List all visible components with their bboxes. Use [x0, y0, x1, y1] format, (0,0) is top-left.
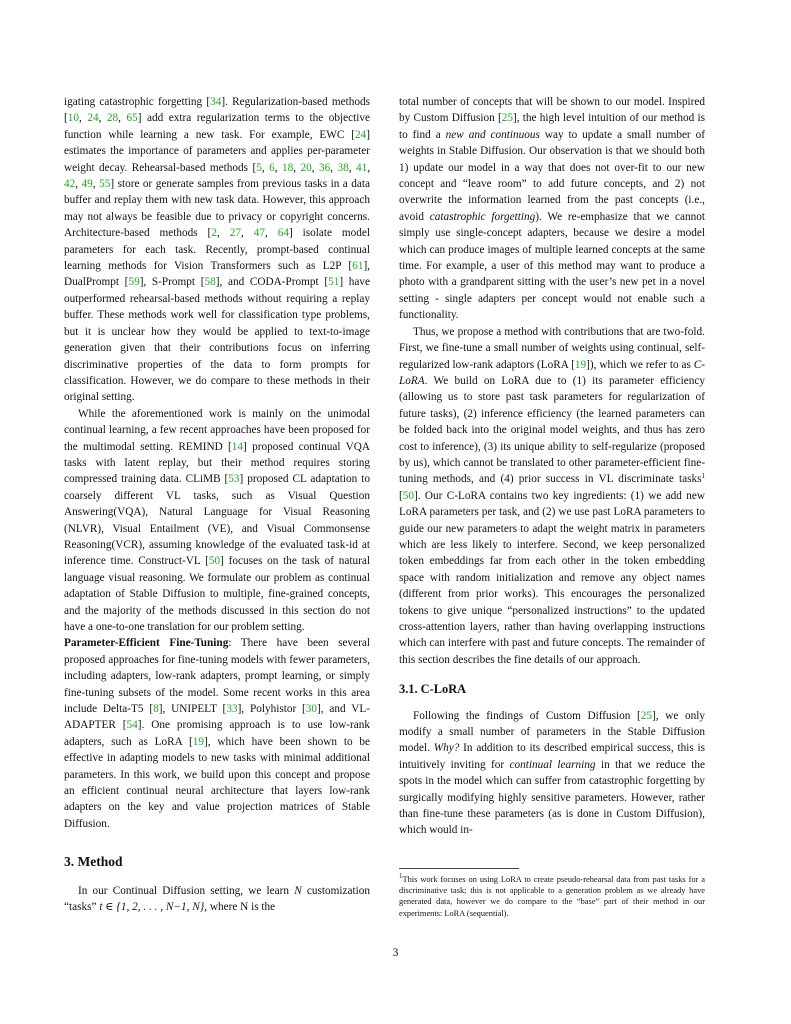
text-run: , [311, 161, 319, 174]
text-run: , [264, 227, 278, 240]
citation-link[interactable]: 30 [305, 703, 318, 716]
text-run: , [79, 112, 88, 125]
citation-link[interactable]: 19 [574, 358, 587, 371]
related-work-paragraph-2 [64, 406, 370, 636]
citation-link[interactable]: 51 [328, 276, 340, 289]
text-run: ] have outperformed rehearsal-based methods without requiring a replay buffer. These methods work well for classification type problems, but it is unclear how they would be applied to text-to-image generation given that their contributions focus on inferring discriminative properties of the data to form prompts for classification. However, we do compare to these methods in their original setting. [64, 276, 371, 404]
peft-lead: Parameter-Efficient Fine-Tuning [64, 637, 229, 650]
footnote-number: 1 [399, 872, 403, 880]
text-run: , [98, 112, 107, 125]
citation-link[interactable]: 2 [211, 227, 217, 240]
text-run: ] proposed continual VQA tasks with latent replay, but their method requires storing compressed training data. CLiMB [ [64, 440, 371, 486]
citation-link[interactable]: 19 [192, 735, 204, 748]
math-N: N [294, 884, 302, 897]
footnote-divider [399, 868, 519, 869]
subsection-heading-c-lora: 3.1. C-LoRA [399, 682, 467, 697]
footnote-marker[interactable]: 1 [701, 472, 705, 481]
page-number: 3 [392, 947, 399, 959]
citation-link[interactable]: 38 [337, 161, 349, 174]
math-task-set: t ∈ {1, 2, . . . , N−1, N} [99, 901, 205, 914]
citation-link[interactable]: 50 [402, 489, 414, 502]
right-column [399, 94, 705, 839]
citation-link[interactable]: 8 [153, 703, 159, 716]
section-heading-method: 3. Method [64, 854, 123, 870]
text-run: ], and VL-ADAPTER [ [64, 703, 370, 732]
citation-link[interactable]: 5 [256, 161, 262, 174]
peft-paragraph [64, 635, 370, 832]
text-run: ], Polyhistor [ [237, 703, 306, 716]
c-lora-paragraph: Following the findings of Custom Diffusion [25], we only modify a small number of parameters in the Stable Diffusion model. Why? In addition to its described empirical success, this is intuitively inviting for continual learning in that we reduce the spots in the model which can suffer from catastrophic forgetting by surgically modifying highly sensitive parameters. However, rather than fine-tune these parameters (as is done in Custom Diffusion), which would in- [399, 709, 706, 837]
citation-link[interactable]: 53 [228, 473, 240, 486]
text-run: ] focuses on the task of natural language visual reasoning. We formulate our problem as continual adaptation of Stable Diffusion to multiple, fine-grained concepts, and the majority of the methods discussed in this section do not have a one-to-one translation for our problem setting. [64, 555, 370, 633]
peft-body [64, 637, 370, 829]
citation-link[interactable]: 20 [300, 161, 312, 174]
text-run: , [216, 227, 230, 240]
text-run: , [261, 161, 270, 174]
citation-link[interactable]: 54 [126, 719, 138, 732]
text-run: , [92, 178, 100, 191]
citation-link[interactable]: 25 [501, 112, 513, 125]
citation-link[interactable]: 36 [318, 161, 331, 174]
citation-link[interactable]: 64 [277, 227, 289, 240]
footnote-text: This work focuses on using LoRA to create pseudo-rehearsal data from past tasks for a discriminative task; this is not applicable to a generation problem as we already have generated data, however we do compare to the “base” part of their method in our experiments: LoRA (sequential). [399, 875, 705, 918]
citation-link[interactable]: 55 [99, 178, 111, 191]
citation-link[interactable]: 33 [226, 703, 238, 716]
citation-link[interactable]: 14 [231, 440, 244, 453]
citation-link[interactable]: 41 [355, 161, 368, 174]
text-run: ], S-Prompt [ [139, 276, 205, 289]
text-run: ] store or generate samples from previous tasks in a data buffer and replay them with new task data. However, this approach may not always be feasible due to privacy or copyright concerns. Architecture-based methods [ [64, 178, 371, 240]
citation-link[interactable]: 25 [640, 709, 653, 722]
citation-link[interactable]: 24 [87, 112, 99, 125]
citation-link[interactable]: 42 [64, 178, 76, 191]
citation-link[interactable]: 65 [126, 112, 138, 125]
text-run: , [367, 161, 371, 174]
left-column [64, 94, 370, 916]
citation-link[interactable]: 27 [229, 227, 241, 240]
citation-link[interactable]: 61 [352, 260, 364, 273]
citation-link[interactable]: 24 [355, 128, 367, 141]
text-run: , [330, 161, 338, 174]
text-run: , [293, 161, 301, 174]
text-run: : There have been several proposed approaches for fine-tuning models with fewer parameters, including adapters, low-rank adapters, prompt learning, or simply fine-tuning subsets of the model. Some recent works in this area include Delta-T5 [ [64, 637, 371, 716]
citation-link[interactable]: 49 [81, 178, 93, 191]
text-run: ], DualPrompt [ [64, 260, 370, 289]
text-run: ], and CODA-Prompt [ [215, 276, 329, 289]
text-run: , [240, 227, 254, 240]
text-run: ] estimates the importance of parameters and applies per-parameter weight decay. Rehearsal-based methods [ [64, 128, 370, 174]
citation-link[interactable]: 10 [67, 112, 79, 125]
text-run: While the aforementioned work is mainly on the unimodal continual learning, a few recent approaches have been proposed for the multimodal setting. REMIND [ [64, 407, 370, 453]
citation-link[interactable]: 50 [208, 555, 221, 568]
text-run: ], UNIPELT [ [158, 703, 227, 716]
text-run: , [348, 161, 356, 174]
citation-link[interactable]: 6 [269, 161, 275, 174]
text-run: ] add extra regularization terms to the objective function while learning a new task. For example, EWC [ [64, 112, 370, 141]
footnote [399, 874, 705, 919]
method-intro-paragraph: In our Continual Diffusion setting, we learn N customization “tasks” t ∈ {1, 2, . . . , N−1, N}, where N is the [64, 884, 370, 914]
text-run: , [118, 112, 127, 125]
text-run: ]. One promising approach is to use low-rank adapters, such as LoRA [ [64, 719, 371, 748]
citation-link[interactable]: 58 [204, 276, 216, 289]
text-run: ]. Regularization-based methods [ [64, 96, 370, 125]
citation-link[interactable]: 28 [106, 112, 119, 125]
text-run: ], which have been shown to be effective in adapting models to new tasks with minimal additional parameters. In this work, we build upon this concept and propose an efficient continual neural architecture that layers low-rank adapters on the key and value projection matrices of Stable Diffusion. [64, 735, 370, 830]
text-run: , [75, 178, 82, 191]
text-run: igating catastrophic forgetting [ [64, 96, 211, 108]
citation-link[interactable]: 18 [281, 161, 294, 174]
citation-link[interactable]: 47 [253, 227, 265, 240]
text-run: ] isolate model parameters for each task. Recently, prompt-based continual learning methods for Vision Transformers such as L2P [ [64, 227, 371, 273]
citation-link[interactable]: 34 [210, 96, 222, 108]
citation-link[interactable]: 59 [128, 276, 140, 289]
method-paragraph-2: Thus, we propose a method with contributions that are two-fold. First, we fine-tune a small number of weights using continual, self-regularized low-rank adaptors (LoRA [19]), which we refer to as C-LoRA. We build on LoRA due to (1) its parameter efficiency (allowing us to store past task parameters for regularization of future tasks), (2) inference efficiency (the learned parameters can be folded back into the original model weights, and thus has zero cost to inference), (3) its unique ability to self-regularize (proposed by us), which cannot be translated to other parameter-efficient fine-tuning methods, and (4) prior success in VL discriminate tasks$^1$ [50]. Our C-LoRA contains two key ingredients: (1) we add new LoRA parameters per task, and (2) we use past LoRA parameters to guide our new parameters to adapt the weight matrix in parameters which are less likely to interfere. Second, we keep personalized token embeddings far from each other in the token embedding space with random initialization and remove any object names (different from prior works). This encourages the personalized tokens to give unique “personalized instructions” to the updated cross-attention layers, rather than having overlapping instructions which can interfere with past and future concepts. The remainder of this section describes the fine details of our approach. [399, 325, 706, 666]
related-work-paragraph-1 [64, 94, 370, 406]
text-run: , [274, 161, 282, 174]
method-paragraph-1: total number of concepts that will be shown to our model. Inspired by Custom Diffusion [25], the high level intuition of our method is to find a new and continuous way to update a small number of weights in Stable Diffusion. Our observation is that we should both 1) update our model in a way that does not over-fit to our new concept and “leave room” to add future concepts, and 2) not overwrite the information learned from the past concepts (i.e., avoid catastrophic forgetting). We re-emphasize that we cannot simply use single-concept adapters, because we desire a model which can produce images of multiple learned concepts at the same time. For example, a user of this method may want to produce a photo with a grandparent sitting with the user’s new pet in a novel setting - single adapters per concept would not enable such a functionality. [399, 96, 705, 322]
text-run: ] proposed CL adaptation to coarsely different VL tasks, such as Visual Question Answering(VQA), Natural Language for Visual Reasoning (NLVR), Visual Entailment (VE), and Visual Commonsense Reasoning(VCR), assuming knowledge of the evaluated task-id at inference time. Construct-VL [ [64, 473, 370, 568]
